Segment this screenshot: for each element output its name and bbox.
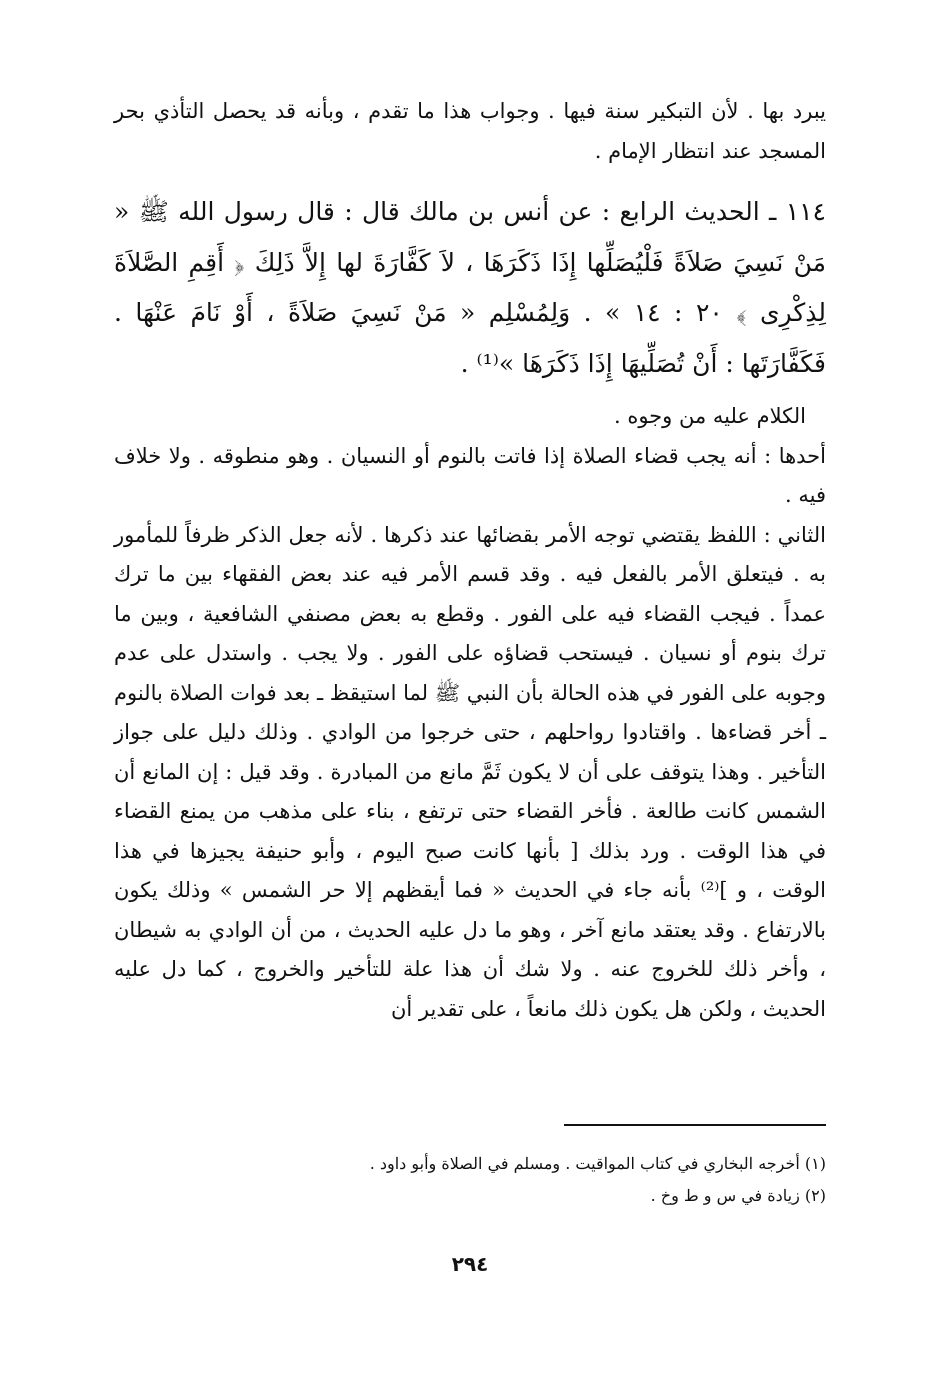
- commentary-heading: الكلام عليه من وجوه .: [613, 404, 806, 428]
- footnote-divider: [564, 1124, 826, 1126]
- point-two-paragraph: الثاني : اللفظ يقتضي توجه الأمر بقضائها عند ذكرها . لأنه جعل الذكر ظرفاً للمأمور به . فيتعلق الأمر بالفعل فيه . وقد قسم الأمر فيه عند بعض الفقهاء بين ما ترك عمداً . فيجب القضاء فيه على الفور . وقطع به بعض مصنفي الشافعية ، وبين ما ترك بنوم أو نسيان . فيستحب قضاؤه على الفور . ولا يجب . واستدل على عدم وجوبه على الفور في هذه الحالة بأن النبي ﷺ لما استيقظ ـ بعد فوات الصلاة بالنوم ـ أخر قضاءها . واقتادوا رواحلهم ، حتى خرجوا من الوادي . وذلك دليل على جواز التأخير . وهذا يتوقف على أن لا يكون ثَمَّ مانع من المبادرة . وقد قيل : إن المانع أن الشمس كانت طالعة . فأخر القضاء حتى ترتفع ، بناء على مذهب من يمنع القضاء في هذا الوقت . ورد بذلك [ بأنها كانت صبح اليوم ، وأبو حنيفة يجيزها في هذا الوقت ، و ]⁽²⁾ بأنه جاء في الحديث « فما أيقظهم إلا حر الشمس » وذلك يكون بالارتفاع . وقد يعتقد مانع آخر ، وهو ما دل عليه الحديث ، من أن الوادي به شيطان ، وأخر ذلك للخروج عنه . ولا شك أن هذا علة للتأخير والخروج ، كما دل عليه الحديث ، ولكن هل يكون ذلك مانعاً ، على تقدير أن: [113, 522, 826, 1021]
- footnote-2: (٢) زيادة في س و ط وخ .: [650, 1186, 826, 1205]
- hadith-text: ١١٤ ـ الحديث الرابع : عن أنس بن مالك قال : قال رسول الله ﷺ « مَنْ نَسِيَ صَلاَةً فَلْيُصَلِّها إِذَا ذَكَرَهَا ، لاَ كَفَّارَةَ لها إِلاَّ ذَلِكَ ﴿ أَقِمِ الصَّلاَةَ لِذِكْرِى ﴾ ٢٠ : ١٤ » . وَلِمُسْلِم « مَنْ نَسِيَ صَلاَةً ، أَوْ نَامَ عَنْهَا . فَكَفَّارَتَها : أَنْ تُصَلِّيهَا إِذَا ذَكَرَهَا »⁽¹⁾ .: [114, 197, 826, 378]
- footnote-1: (١) أخرجه البخاري في كتاب المواقيت . ومسلم في الصلاة وأبو داود .: [369, 1154, 826, 1173]
- intro-paragraph: يبرد بها . لأن التبكير سنة فيها . وجواب هذا ما تقدم ، وبأنه قد يحصل التأذي بحر المسجد عند انتظار الإمام .: [114, 99, 826, 163]
- page-body: [114, 92, 826, 1029]
- footnotes: [114, 1148, 826, 1212]
- point-one-paragraph: أحدها : أنه يجب قضاء الصلاة إذا فاتت بالنوم أو النسيان . وهو منطوقه . ولا خلاف فيه .: [114, 443, 826, 507]
- page-number: ٢٩٤: [451, 1252, 489, 1276]
